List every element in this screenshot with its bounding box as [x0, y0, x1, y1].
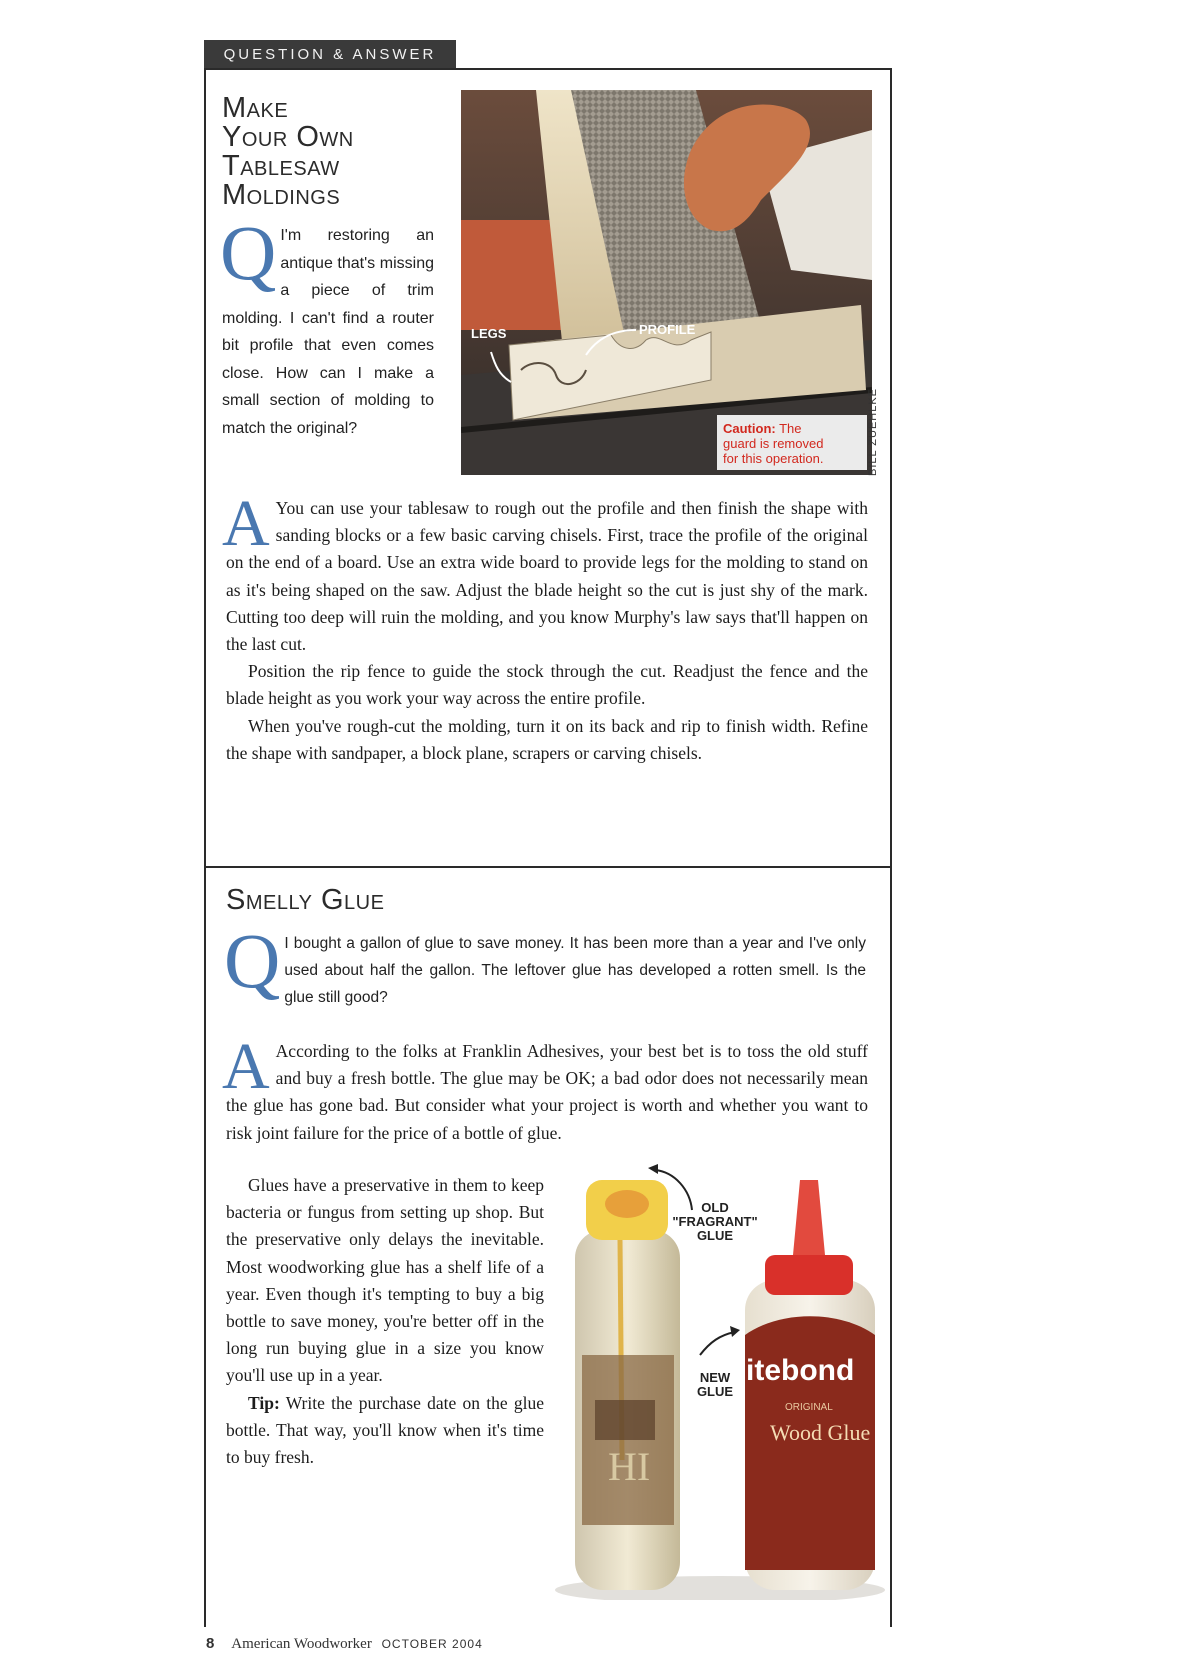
- question-text: I'm restoring an antique that's missing a piece of trim molding. I can't find a router bit profile that even comes close. How can I make a small section of molding to match the original?: [222, 227, 434, 437]
- question-dropcap: Q: [224, 917, 281, 1004]
- new-glue-label-2: GLUE: [696, 1384, 734, 1399]
- answer-paragraph: Glues have a preservative in them to keep bacteria or fungus from setting up shop. But the preservative only delays the inevitable. Most woodworking glue has a shelf life of a year. Even though it's tempting to buy a big bottle to save money, you're better off in the long run buying glue in a size you know you'll use up in a year.: [226, 1175, 544, 1386]
- answer-paragraph: A You can use your tablesaw to rough out the profile and then finish the shape with sanding blocks or a few basic carving chisels. First, trace the profile of the original on the end of a board. Use an extra wide board to provide legs for the molding to stand on as it's being shaped on the saw. Adjust the blade height so the cut is just shy of the mark. Cutting too deep will ruin the molding, and you know Murphy's law says that'll happen on the last cut.: [222, 487, 868, 655]
- magazine-name: American Woodworker: [231, 1636, 372, 1652]
- glue-bottles-photo: [550, 1160, 890, 1600]
- article2-question: [224, 917, 866, 1011]
- new-bottle-sub2: Wood Glue: [770, 1420, 871, 1445]
- old-glue-label-3: GLUE: [696, 1228, 734, 1243]
- page-number: 8: [206, 1635, 215, 1652]
- article2-answer-column: [226, 1172, 544, 1471]
- article1-answer: [222, 487, 868, 767]
- old-glue-label-1: OLD: [701, 1200, 729, 1215]
- answer-paragraph: Position the rip fence to guide the stock through the cut. Readjust the fence and the blade height as you work your way across the entire profile.: [226, 661, 868, 709]
- page-footer: [206, 1635, 483, 1653]
- title-line: Make: [222, 92, 289, 124]
- photo-credit: BILL ZUEHLKE: [867, 387, 879, 476]
- old-glue-label-2: "FRAGRANT": [672, 1214, 758, 1229]
- new-bottle-sub1: ORIGINAL: [785, 1402, 833, 1413]
- article1-title: [222, 94, 452, 210]
- new-bottle-brand: itebond: [746, 1354, 855, 1387]
- title-line: Tablesaw: [222, 150, 340, 182]
- caution-text-1: Caution: The: [723, 421, 802, 436]
- new-glue-label-1: NEW: [699, 1370, 731, 1385]
- label-stain: [595, 1400, 655, 1440]
- article2-answer: [222, 1030, 868, 1147]
- tip-paragraph: [226, 1390, 544, 1472]
- article1-question: [220, 209, 434, 442]
- issue-date: OCTOBER 2004: [381, 1637, 483, 1651]
- tip-label: Tip:: [248, 1392, 280, 1413]
- question-dropcap: Q: [220, 209, 277, 296]
- new-bottle-cap: [765, 1255, 853, 1295]
- answer-dropcap: A: [222, 1030, 270, 1103]
- old-bottle-text: HI: [608, 1444, 651, 1489]
- section-tab: QUESTION & ANSWER: [204, 40, 456, 68]
- question-text: I bought a gallon of glue to save money. It has been more than a year and I've only used about half the gallon. The leftover glue has developed a rotten smell. Is the glue still good?: [284, 935, 866, 1006]
- legs-label: LEGS: [471, 326, 507, 341]
- cap-residue: [605, 1190, 649, 1218]
- glue-bottles-illustration: [550, 1160, 890, 1600]
- profile-label: PROFILE: [639, 322, 696, 337]
- tip-text: Write the purchase date on the glue bottle. That way, you'll know when it's time to buy fresh.: [226, 1392, 544, 1468]
- caution-text-2: guard is removed: [723, 436, 824, 451]
- answer-paragraph: A According to the folks at Franklin Adhesives, your best bet is to toss the old stuff and buy a fresh bottle. The glue may be OK; a bad odor does not necessarily mean the glue has gone bad. But consider what your project is worth and whether you want to risk joint failure for the price of a bottle of glue.: [222, 1030, 868, 1143]
- article2-title: Smelly Glue: [226, 884, 385, 916]
- tablesaw-molding-photo: [461, 90, 872, 475]
- answer-dropcap: A: [222, 487, 270, 560]
- title-line: Moldings: [222, 179, 341, 211]
- tablesaw-illustration: [461, 90, 872, 475]
- caution-text-3: for this operation.: [723, 451, 824, 466]
- answer-paragraph: When you've rough-cut the molding, turn it on its back and rip to finish width. Refine the shape with sandpaper, a block plane, scrapers or carving chisels.: [226, 715, 868, 763]
- title-line: Your Own: [222, 121, 354, 153]
